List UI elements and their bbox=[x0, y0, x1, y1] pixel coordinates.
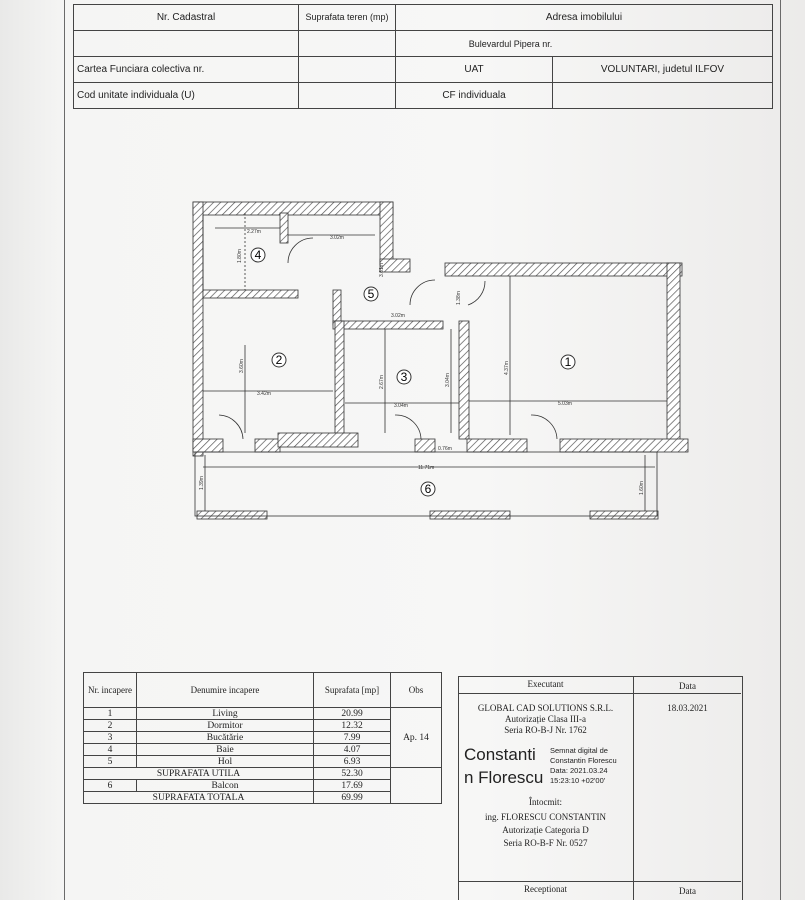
suprafata-teren-value bbox=[299, 31, 396, 57]
room-label-5: 5 bbox=[367, 287, 375, 301]
dim-302b: 3.02m bbox=[391, 313, 405, 319]
table-row bbox=[84, 732, 442, 744]
executant-date: 18.03.2021 bbox=[667, 703, 708, 713]
dim-360: 3.60m bbox=[239, 359, 245, 373]
suprafata-teren-label: Suprafata teren (mp) bbox=[299, 5, 396, 31]
dim-076: 0.76m bbox=[438, 446, 452, 452]
row-name: Baie bbox=[137, 744, 314, 756]
row-area: 12.32 bbox=[314, 720, 391, 732]
row-area: 7.99 bbox=[314, 732, 391, 744]
sig-detail-3: Data: 2021.03.24 bbox=[550, 766, 608, 775]
table-row bbox=[84, 756, 442, 768]
col-nr-header: Nr. incapere bbox=[84, 673, 137, 708]
obs-value: Ap. 14 bbox=[391, 708, 442, 768]
right-margin-line bbox=[780, 0, 781, 900]
cod-unitate-label: Cod unitate individuala (U) bbox=[74, 83, 299, 109]
engineer-authorization: Autorizație Categoria D bbox=[502, 825, 589, 835]
balcon-name: Balcon bbox=[137, 780, 314, 792]
intocmit-label: Întocmit: bbox=[529, 797, 562, 807]
col-area-header: Suprafata [mp] bbox=[314, 673, 391, 708]
dim-180: 1.80m bbox=[237, 249, 243, 263]
room-label-3: 3 bbox=[400, 370, 408, 384]
adresa-value: Bulevardul Pipera nr. bbox=[396, 31, 773, 57]
row-nr: 4 bbox=[84, 744, 137, 756]
obs-empty bbox=[391, 768, 442, 804]
signature-line-1: Constanti bbox=[464, 745, 536, 764]
room-label-1: 1 bbox=[564, 355, 572, 369]
digital-signature bbox=[464, 743, 543, 789]
company-authorization: Autorizație Clasa III-a bbox=[505, 714, 586, 724]
room-label-2: 2 bbox=[275, 353, 283, 367]
dim-227: 2.27m bbox=[247, 229, 261, 235]
dim-304: 3.04m bbox=[394, 403, 408, 409]
uat-label: UAT bbox=[396, 57, 553, 83]
balcon-nr: 6 bbox=[84, 780, 137, 792]
company-name: GLOBAL CAD SOLUTIONS S.R.L. bbox=[477, 703, 614, 713]
table-row bbox=[84, 708, 442, 720]
dim-138: 1.38m bbox=[456, 291, 462, 305]
row-nr: 1 bbox=[84, 708, 137, 720]
dim-503: 5.03m bbox=[558, 401, 572, 407]
plan-walls bbox=[193, 202, 688, 519]
row-name: Living bbox=[137, 708, 314, 720]
dim-361: 3.61m bbox=[379, 263, 385, 277]
floor-plan bbox=[185, 195, 695, 525]
table-row bbox=[84, 768, 442, 780]
cod-unitate-value bbox=[299, 83, 396, 109]
engineer-name: ing. FLORESCU CONSTANTIN bbox=[484, 812, 607, 822]
dim-304b: 3.04m bbox=[445, 373, 451, 387]
dim-1171: 11.71m bbox=[418, 465, 435, 471]
col-obs-header: Obs bbox=[391, 673, 442, 708]
dim-267: 2.67m bbox=[379, 375, 385, 389]
sig-detail-1: Semnat digital de bbox=[550, 746, 608, 755]
dim-302: 3.02m bbox=[330, 235, 344, 241]
executant-header: Executant bbox=[527, 679, 564, 689]
nr-cadastral-value bbox=[74, 31, 299, 57]
cf-individuala-value bbox=[553, 83, 773, 109]
receptionat-label: Receptionat bbox=[524, 884, 567, 894]
sig-detail-2: Constantin Florescu bbox=[550, 756, 617, 765]
util-label: SUPRAFATA UTILA bbox=[84, 768, 314, 780]
dim-139: 1.39m bbox=[199, 476, 205, 490]
row-nr: 5 bbox=[84, 756, 137, 768]
company-series: Seria RO-B-J Nr. 1762 bbox=[504, 725, 587, 735]
nr-cadastral-label: Nr. Cadastral bbox=[74, 5, 299, 31]
row-nr: 2 bbox=[84, 720, 137, 732]
row-area: 20.99 bbox=[314, 708, 391, 720]
col-name-header: Denumire incapere bbox=[137, 673, 314, 708]
room-label-6: 6 bbox=[424, 482, 432, 496]
adresa-label: Adresa imobilului bbox=[396, 5, 773, 31]
dim-437: 4.37m bbox=[504, 361, 510, 375]
row-name: Hol bbox=[137, 756, 314, 768]
data-footer: Data bbox=[679, 886, 696, 896]
dim-160: 1.60m bbox=[639, 481, 645, 495]
total-label: SUPRAFATA TOTALA bbox=[84, 792, 314, 804]
uat-value: VOLUNTARI, judetul ILFOV bbox=[553, 57, 773, 83]
signature-line-2: n Florescu bbox=[464, 768, 544, 787]
balcon-area: 17.69 bbox=[314, 780, 391, 792]
header-table bbox=[73, 4, 773, 109]
rooms-table bbox=[83, 672, 442, 804]
sig-detail-4: 15:23:10 +02'00' bbox=[550, 776, 606, 785]
table-row bbox=[84, 744, 442, 756]
executant-box bbox=[458, 676, 741, 900]
data-header: Data bbox=[679, 681, 696, 691]
dim-342: 3.42m bbox=[257, 391, 271, 397]
table-row bbox=[84, 720, 442, 732]
engineer-series: Seria RO-B-F Nr. 0527 bbox=[503, 838, 588, 848]
signature-details bbox=[550, 746, 617, 786]
row-area: 6.93 bbox=[314, 756, 391, 768]
table-row bbox=[84, 792, 442, 804]
carte-funciara-label: Cartea Funciara colectiva nr. bbox=[74, 57, 299, 83]
total-value: 69.99 bbox=[314, 792, 391, 804]
carte-funciara-value bbox=[299, 57, 396, 83]
left-margin-line bbox=[64, 0, 65, 900]
row-nr: 3 bbox=[84, 732, 137, 744]
row-name: Bucătărie bbox=[137, 732, 314, 744]
cf-individuala-label: CF individuala bbox=[396, 83, 553, 109]
row-area: 4.07 bbox=[314, 744, 391, 756]
row-name: Dormitor bbox=[137, 720, 314, 732]
util-value: 52.30 bbox=[314, 768, 391, 780]
table-row bbox=[84, 780, 442, 792]
room-labels bbox=[251, 248, 575, 496]
room-label-4: 4 bbox=[254, 248, 262, 262]
